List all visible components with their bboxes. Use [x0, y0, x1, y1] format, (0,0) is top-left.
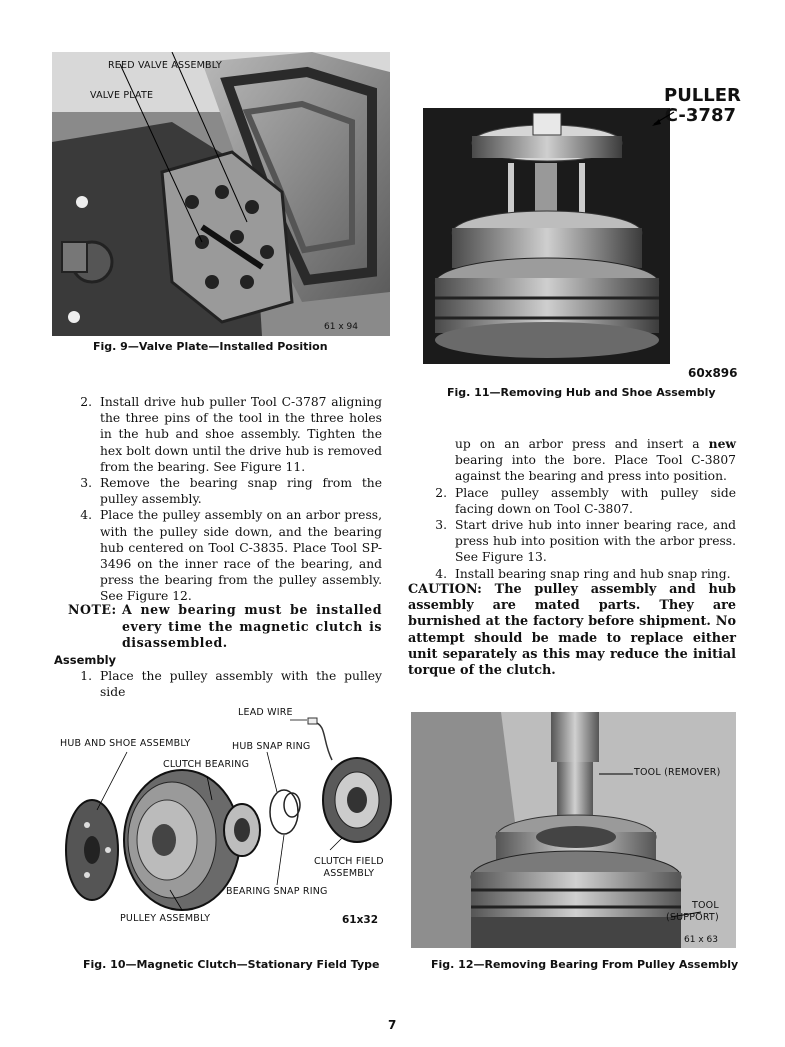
fig9-label-valve-plate: VALVE PLATE	[90, 90, 154, 101]
puller-illustration	[423, 108, 670, 364]
note-block	[68, 602, 382, 652]
fig10-label-clutch-bearing: CLUTCH BEARING	[163, 759, 250, 770]
page-number: 7	[388, 1018, 397, 1032]
fig10-illustration	[52, 700, 392, 940]
fig10-label-bearing-snap-ring: BEARING SNAP RING	[226, 886, 328, 897]
assembly-step-4: 4. Install bearing snap ring and hub snap ring.	[435, 566, 731, 581]
note-text: A new bearing must be installed every time the magnetic clutch is disassembled.	[122, 602, 382, 650]
step-4: 4. Place the pulley assembly on an arbor press, with the pulley side down, and the bearing hub centered on Tool C-3835. Place Tool SP-3496 on the inner race of the bearing, and press the bearing from the pulley assembly. See Figure 12.	[80, 508, 382, 604]
left-column	[76, 394, 382, 605]
fig11-code: 60x896	[688, 366, 738, 380]
assembly-heading: Assembly	[54, 653, 117, 667]
assembly-step-1-continued: up on an arbor press and insert a new bearing into the bore. Place Tool C-3807 against the bearing and press into position.	[455, 436, 736, 484]
fig12-label-tool-support: TOOL (SUPPORT)	[666, 900, 719, 923]
fig10-caption: Fig. 10—Magnetic Clutch—Stationary Field Type	[83, 958, 380, 971]
right-column	[431, 436, 736, 582]
fig9-label-reed-valve: REED VALVE ASSEMBLY	[108, 60, 223, 71]
puller-label-line1: PULLER	[664, 85, 741, 106]
fig11-caption: Fig. 11—Removing Hub and Shoe Assembly	[447, 386, 716, 399]
fig10-label-lead-wire: LEAD WIRE	[238, 707, 293, 718]
fig12-label-tool-remover: TOOL (REMOVER)	[634, 767, 721, 778]
fig10-label-hub-shoe: HUB AND SHOE ASSEMBLY	[60, 738, 191, 749]
fig10-code: 61x32	[342, 914, 378, 926]
fig10-label-hub-snap-ring: HUB SNAP RING	[232, 741, 311, 752]
caution-block: CAUTION: The pulley assembly and hub assembly are mated parts. They are burnished at the factory before shipment. No attempt should be made to replace either unit separately as this may reduce the initial torque of the clutch.	[408, 582, 736, 679]
fig12-caption: Fig. 12—Removing Bearing From Pulley Assembly	[431, 958, 739, 971]
fig12-code: 61 x 63	[684, 935, 718, 945]
step-2: 2. Install drive hub puller Tool C-3787 aligning the three pins of the tool in the three holes in the hub and shoe assembly. Tighten the hex bolt down until the drive hub is removed from the bearing. See Figure 11.	[80, 395, 382, 474]
fig9-caption: Fig. 9—Valve Plate—Installed Position	[93, 340, 328, 353]
fig10-label-pulley: PULLEY ASSEMBLY	[120, 913, 211, 924]
fig10-label-clutch-field: CLUTCH FIELD ASSEMBLY	[314, 856, 384, 879]
fig11-photo	[423, 108, 670, 364]
puller-label-line2: C-3787	[664, 105, 736, 126]
puller-arrow	[650, 108, 680, 128]
assembly-step-2: 2. Place pulley assembly with pulley side facing down on Tool C-3807.	[435, 485, 736, 516]
note-label: NOTE:	[68, 602, 117, 617]
fig9-code: 61 x 94	[324, 322, 358, 332]
assembly-step-3: 3. Start drive hub into inner bearing race, and press hub into position with the arbor press. See Figure 13.	[435, 518, 736, 565]
assembly-step-1: 1. Place the pulley assembly with the pulley side	[80, 669, 382, 700]
step-3: 3. Remove the bearing snap ring from the pulley assembly.	[80, 476, 382, 507]
